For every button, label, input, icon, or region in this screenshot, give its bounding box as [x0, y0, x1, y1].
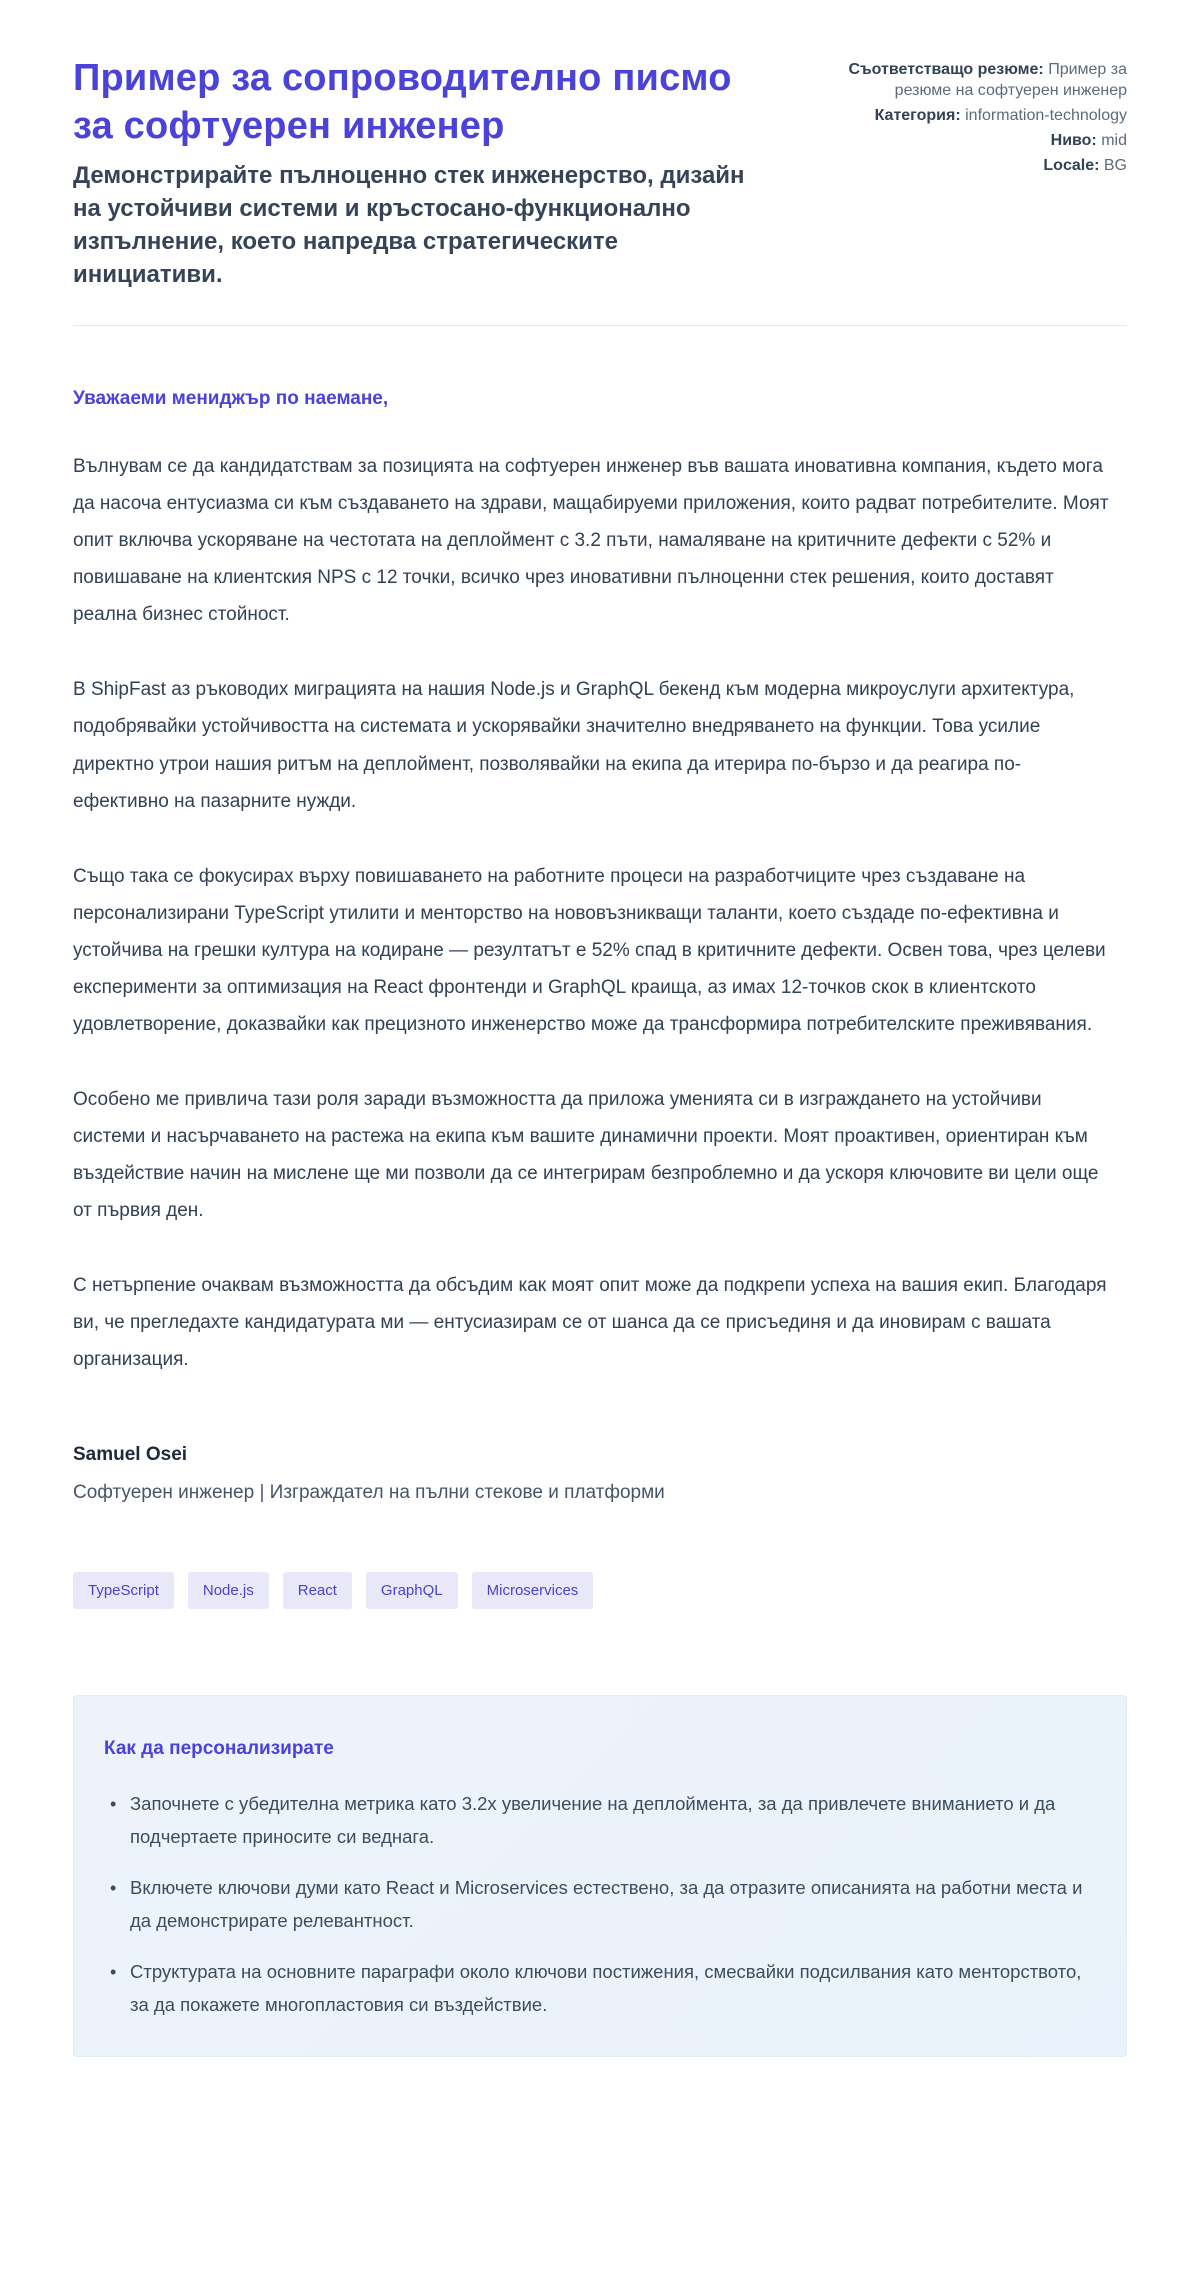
- personalization-tips-box: [73, 1695, 1127, 2057]
- signature-title: Софтуерен инженер | Изграждател на пълни стекове и платформи: [73, 1482, 665, 1504]
- meta-label: Категория:: [874, 107, 961, 125]
- letter-paragraph: Особено ме привлича тази роля заради възможността да приложа уменията си в изграждането на устойчиви системи и насърчаването на растежа на екипа към вашите динамични проекти. Моят проактивен, ориентиран към въздействие начин на мислене ще ми позволи да се интегрирам безпроблемно и да ускоря ключовите ви цели още от първия ден.: [73, 1088, 1099, 1221]
- letter-body: [73, 388, 1127, 1504]
- meta-label: Съответстващо резюме:: [848, 61, 1044, 78]
- signature-name: Samuel Osei: [73, 1444, 188, 1466]
- tip-item: • Започнете с убедителна метрика като 3.2x увеличение на деплоймента, за да привлечете вниманието и да подчертаете приносите си веднага.: [104, 1788, 1084, 1854]
- tip-item: • Структурата на основните параграфи около ключови постижения, смесвайки подсилвания като менторството, за да покажете многопластовия си въздействие.: [104, 1956, 1084, 2022]
- meta-level: [835, 130, 1127, 151]
- meta-value: mid: [1101, 132, 1127, 150]
- meta-label: Locale:: [1043, 157, 1100, 175]
- skill-tag-typescript: TypeScript: [73, 1572, 174, 1609]
- skill-tag-graphql: GraphQL: [366, 1572, 458, 1609]
- skill-tags: [73, 1572, 1127, 1609]
- header-divider: [73, 325, 1127, 326]
- meta-panel: [835, 55, 1127, 181]
- letter-greeting: Уважаеми мениджър по наемане,: [73, 388, 389, 410]
- meta-label: Ниво:: [1050, 132, 1097, 150]
- skill-tag-nodejs: Node.js: [188, 1572, 269, 1609]
- letter-paragraph: Също така се фокусирах върху повишаването на работните процеси на разработчиците чрез създаване на персонализирани TypeScript утилити и менторство на нововъзникващи таланти, което създаде по-ефективна и устойчива на грешки култура на кодиране — резултатът е 52% спад в критичните дефекти. Освен това, чрез целеви експерименти за оптимизация на React фронтенди и GraphQL краища, аз имах 12-точков скок в клиентското удовлетворение, доказвайки как прецизното инженерство може да трансформира потребителските преживявания.: [73, 865, 1106, 1035]
- skill-tag-react: React: [283, 1572, 352, 1609]
- tip-item: • Включете ключови думи като React и Microservices естествено, за да отразите описанията на работни места и да демонстрирате релевантност.: [104, 1872, 1084, 1938]
- header-title-block: [73, 55, 763, 291]
- letter-paragraph: С нетърпение очаквам възможността да обсъдим как моят опит може да подкрепи успеха на вашия екип. Благодаря ви, че прегледахте кандидатурата ми — ентусиазирам се от шанса да се присъединя и да иновирам с вашата организация.: [73, 1275, 1107, 1371]
- header: [73, 55, 1127, 291]
- letter-paragraph: Вълнувам се да кандидатствам за позицията на софтуерен инженер във вашата иновативна компания, където мога да насоча ентусиазма си към създаването на здрави, мащабируеми приложения, които радват потребителите. Моят опит включва ускоряване на честотата на деплоймент с 3.2 пъти, намаляване на критичните дефекти с 52% и повишаване на клиентския NPS с 12 точки, всичко чрез иновативни пълноценни стек решения, които доставят реална бизнес стойност.: [73, 456, 1109, 626]
- meta-locale: [835, 155, 1127, 176]
- skill-tag-microservices: Microservices: [472, 1572, 594, 1609]
- tips-heading: Как да персонализирате: [104, 1738, 334, 1760]
- meta-value: Пример за резюме на софтуерен инженер: [894, 61, 1127, 100]
- letter-paragraph: В ShipFast аз ръководих миграцията на нашия Node.js и GraphQL бекенд към модерна микроуслуги архитектура, подобрявайки устойчивостта на системата и ускорявайки значително внедряването на функции. Това усилие директно утрои нашия ритъм на деплоймент, позволявайки на екипа да итерира по-бързо и да реагира по-ефективно на пазарните нужди.: [73, 679, 1075, 812]
- page-title: Пример за сопроводително писмо за софтуерен инженер: [73, 57, 732, 147]
- meta-value: information-technology: [965, 107, 1127, 125]
- page-subtitle: Демонстрирайте пълноценно стек инженерство, дизайн на устойчиви системи и кръстосано-функционално изпълнение, което напредва стратегическите инициативи.: [73, 161, 745, 289]
- meta-value: BG: [1103, 157, 1127, 175]
- meta-category: [835, 105, 1127, 126]
- meta-matching-resume: [835, 59, 1127, 101]
- tips-list: [104, 1788, 1096, 2022]
